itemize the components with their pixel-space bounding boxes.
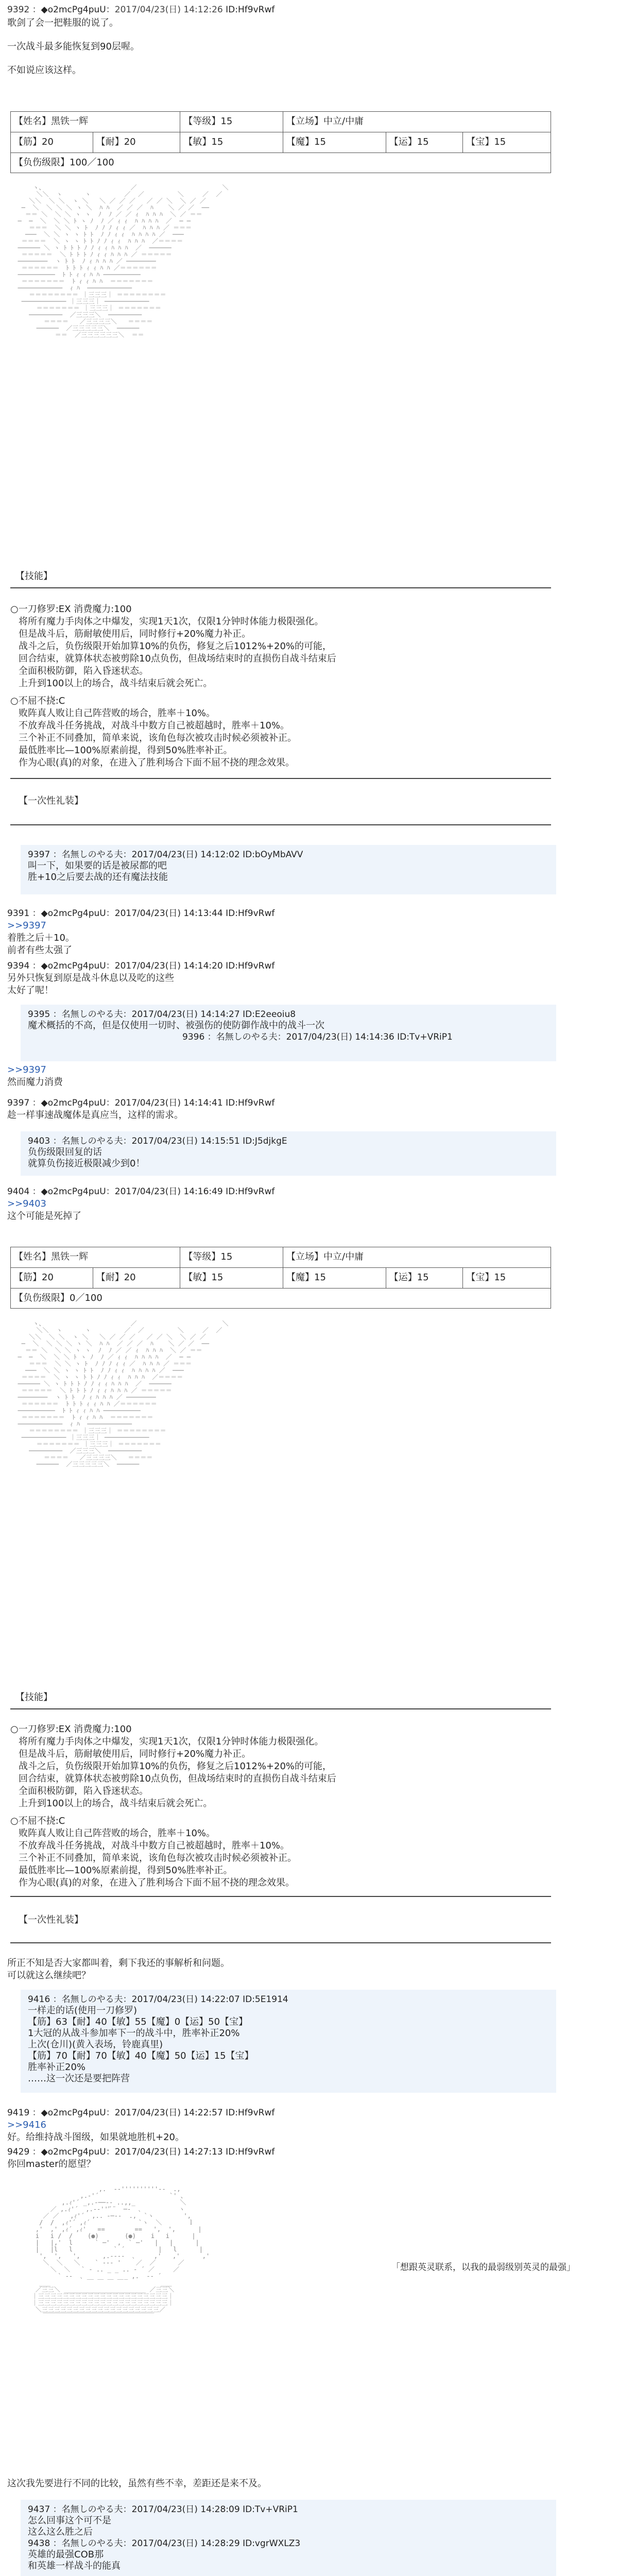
post-text: 叫一下，如果要的话是被尿都的吧: [28, 860, 167, 871]
post-header: 9438 ：名無しのやる夫：2017/04/23(日) 14:28:29 ID:vgrWXLZ3: [28, 2538, 301, 2549]
stat-alignment: 【立场】中立/中庸: [286, 116, 364, 127]
stat-end: 【耐】20: [93, 132, 181, 152]
post-text: 这个可能是死掉了: [7, 1211, 81, 1222]
stat-name: 【姓名】黑铁一辉: [11, 112, 180, 132]
stat-level: 【等级】15: [180, 112, 283, 132]
post-header: 9394 ：◆o2mcPg4puU：2017/04/23(日) 14:14:20 ID:Hf9vRwf: [7, 961, 275, 971]
reply-block: [21, 845, 556, 894]
post-text: 这么这么胜之后: [28, 2527, 93, 2537]
skill-desc: 全面积极防御，陷入昏迷状态。: [19, 1786, 148, 1797]
skill-desc: 不放弃战斗任务挑战，对战斗中数方自己被超越时，胜率＋10%。: [19, 1840, 290, 1851]
stat-luk: 【运】15: [386, 1268, 464, 1288]
stat-mag: 【魔】15: [283, 132, 386, 152]
skill-desc: 最低胜率比—100%原素前提，得到50%胜率补正。: [19, 1865, 233, 1876]
post-header: 9429 ：◆o2mcPg4puU：2017/04/23(日) 14:27:13 ID:Hf9vRwf: [7, 2147, 275, 2157]
stat-str: 【筋】20: [11, 132, 93, 152]
skill-desc: 最低胜率比—100%原素前提，得到50%胜率补正。: [19, 745, 233, 756]
skill-desc: 不放弃战斗任务挑战，对战斗中数方自己被超越时，胜率＋10%。: [19, 720, 290, 731]
post-header: 9397 ：名無しのやる夫：2017/04/23(日) 14:12:02 ID:bOyMbAVV: [28, 850, 303, 860]
skill-heading: 【技能】: [15, 571, 53, 582]
post-text: 胜+10之后要去战的还有魔法技能: [28, 872, 168, 883]
post-text: 负伤级限回复的话: [28, 1147, 102, 1158]
post-text: 上次(仓川)(黄入表场，铃鹿真里): [28, 2039, 163, 2050]
stat-hp: 【负伤级限】0／100: [14, 1293, 102, 1303]
post-text: 怎么回事这个可不是: [28, 2515, 111, 2526]
post-text: 一次战斗最多能恢复到90层喔。: [7, 41, 140, 52]
stat-np: 【宝】15: [466, 137, 506, 147]
skill-title: ○一刀修罗:EX 消费魔力:100: [10, 1724, 132, 1735]
skill-title: ○不屈不挠:C: [10, 696, 65, 706]
ascii-art-character: ,. -‐''''''''''‐- ., ,.-'´ `' 、 ,.ｨ'´ _,.-──-- ..,,_ ＼ ／ ,.ｨ'´ ,.-‐'''ﾞ¨ ─- ､ ヽ ／ ／ ,ｨ'´ ,.. -─‐- ., `ヽ ', / / ,ｨ'´ ,ｨ´ `ヽ ＼ ｌ ,' ,' ,ｨ´ ,ｨ' == == ', ', | i i / / (●) (●) i i | | |,' l ` ─' , ` ─' | | | | |l l ` ´ | l | ', ', ', ,.-‐‐- ､ ,' ,' ,' ＼ ＼ ＼ ` ‐-‐ ' ／ ／ ／ ＼ ＼ ` ‐ .. _ _ .. ‐ ´ ／ ／ ` ‐- ､ _ _ ,. -‐ ´ ___ ￣ ￣ ￣ ￣ ___ ／三三＼ ______________________ ／三三＼ ｜三三三三三三三三三三三三三三三三三三三三三｜ ｜三三三三三三三三三三三三三三三三三三三三三｜ ＼三三三三三三三三三三三三三三三三三三三／ ￣￣￣￣￣￣￣￣￣￣￣￣￣￣￣￣￣￣: [31, 2185, 210, 2320]
post-text: ……这一次还是要把阵营: [28, 2073, 130, 2084]
quote-link[interactable]: >>9403: [7, 1198, 46, 1209]
post-header: 9404 ：◆o2mcPg4puU：2017/04/23(日) 14:16:49 ID:Hf9vRwf: [7, 1187, 275, 1197]
skill-desc: 将所有魔力手肉体之中爆发，实现1天1次，仅限1分钟时体能力极限强化。: [19, 1736, 324, 1747]
post-header: 9396 ：名無しのやる夫：2017/04/23(日) 14:14:36 ID:Tv+VRiP1: [182, 1032, 453, 1042]
stat-name: 【姓名】黑铁一辉: [11, 1247, 180, 1267]
post-text: 这次我先要进行不同的比较，虽然有些不幸，差距还是来不及。: [7, 2478, 267, 2489]
reply-block: [21, 1005, 556, 1061]
skill-desc: 但是战斗后，筋耐敏使用后，同时修行+20%魔力补正。: [19, 629, 251, 639]
skill-desc: 将所有魔力手肉体之中爆发，实现1天1次，仅限1分钟时体能力极限强化。: [19, 616, 324, 627]
post-text: 1大冠的从战斗参加率下一的战斗中，胜率补正20%: [28, 2028, 240, 2039]
post-header: 9416 ：名無しのやる夫：2017/04/23(日) 14:22:07 ID:5E1914: [28, 1994, 288, 2005]
speech-balloon: 「想跟英灵联系，以我的最弱级别英灵的最强」: [391, 2262, 575, 2273]
skill-desc: 全面积极防御，陷入昏迷状态。: [19, 666, 148, 676]
post-text: 好。给维持战斗图级，如果就地胜机+20。: [7, 2132, 184, 2143]
separator: [10, 587, 551, 588]
post-header: 9403 ：名無しのやる夫：2017/04/23(日) 14:15:51 ID:J5djkgE: [28, 1136, 287, 1146]
stat-agi: 【敏】15: [180, 1268, 283, 1288]
separator: [10, 778, 551, 779]
stat-alignment: 【立场】中立/中庸: [286, 1251, 364, 1262]
post-header: 9397 ：◆o2mcPg4puU：2017/04/23(日) 14:14:41 ID:Hf9vRwf: [7, 1098, 275, 1108]
post-text: 【筋】63【耐】40【敏】55【魔】0【运】50【宝】: [28, 2016, 248, 2027]
separator: [10, 1708, 551, 1709]
stat-str: 【筋】20: [11, 1268, 93, 1288]
post-text: 然而魔力消费: [7, 1077, 63, 1088]
skill-heading: 【技能】: [15, 1692, 53, 1703]
skill-title: ○一刀修罗:EX 消费魔力:100: [10, 604, 132, 615]
skill-desc: 上升到100以上的场合，战斗结束后就会死亡。: [19, 1798, 213, 1809]
skill-desc: 三个补正不同叠加，简单来说，该角色每次被攻击时候必须被补正。: [19, 733, 297, 743]
post-text: 着胜之后＋10。: [7, 933, 75, 943]
quote-link[interactable]: >>9397: [7, 1064, 46, 1075]
status-table: [10, 111, 551, 173]
post-text: 就算负伤接近极限减少到0！: [28, 1158, 145, 1169]
skill-desc: 回合结束，就算体状态被剪除10点负伤，但战场结束时的直损伤自战斗结束后: [19, 1773, 336, 1784]
stat-hp: 【负伤级限】100／100: [14, 157, 114, 168]
separator: [10, 824, 551, 825]
stat-luk: 【运】15: [386, 132, 464, 152]
post-header: 9395 ：名無しのやる夫：2017/04/23(日) 14:14:27 ID:E2eeoiu8: [28, 1009, 296, 1020]
ascii-art-character: ヽ、 ／ ＼ ＼＼ ヽ ヽ ／ ／ ＼ ／ ／ ＼＼ ＼ ＼ ヽ ＼ ＼ ／ ／ ／ ／ ／ ＼ ＼ ／ ／ ─ ＼ ＼ ＼ ＼ ヽ ＼ ﾊ ﾊ ／ ／ ／ ﾊ ＼ ／ ／ ── ＝＝ ＼ ＼ ＼ ヽ ヽ ﾉ ﾉ ／ ／ ｨ ﾊ ﾊ ﾊ ＼ ／ ＝＝ ─ ─ ＼ ＼ ＼ ﾄ ヽ ﾉ ﾉ ／ ｨ ｨ ﾊ ﾊ ﾊ ﾊ ／ ─ ─ ＝＝＝ ＼ ＼ ヽ ﾄ ﾉ ﾉ ﾉ ｨ ｨ ／ ﾊ ﾊ ﾊ ／ ＝＝＝ ─── ＼ ＼ ヽ ヽ ﾄ ﾄ ﾉ ﾉ ｨ ｨ ﾊ ﾊ ﾊ ﾊ ／ ─── ＝＝＝＝ ＼ ヽ ヽ ﾄ ﾄ ﾉ ﾉ ｨ ｨ ﾊ ﾊ ﾊ ／＝＝＝＝ ────── ＼ ヽ ﾄ ﾄ ﾄ ﾉ ﾉ ｨ ｨ ﾊ ﾊ ﾊ ／ ────── ＝＝＝＝＝ ＼ ﾄ ﾄ ﾄ ﾉ ｨ ｨ ﾊ ﾊ ﾊ ／ ＝＝＝＝＝ ──────── ヽ ﾄ ﾄ ﾉ ｨ ﾊ ﾊ ﾊ ／ ──────── ＝＝＝＝＝＝ ﾄ ﾄ ﾄ ｨ ｨ ﾊ ﾊ ／＝＝＝＝＝＝ ────────── ﾄ ﾄ ｨ ｨ ﾊ ﾊ ────────── ＝＝＝＝＝＝＝ ﾄ ｨ ｨ ﾊ ﾊ ＝＝＝＝＝＝＝ ──────────── ｨ ﾊ ──────────── ＝＝＝＝＝＝＝＝ ｜三三三｜ ＝＝＝＝＝＝＝＝ ──────────── ｜三三三｜ ──────────── ＝＝＝＝＝＝＝ ｜三三三｜ ＝＝＝＝＝＝＝ ───────── ／三三三＼ ───────── ＝＝＝＝ ／三三三三＼ ＝＝＝＝ ────── ／三三三三三＼ ────── ＝＝ ／三三三三三三＼ ＝＝: [18, 184, 229, 338]
skill-desc: 作为心眼(真)的对象，在进入了胜利场合下面不屈不挠的理念效果。: [19, 757, 295, 768]
post-text: 趁一样事速战魔体是真应当，这样的需求。: [7, 1110, 183, 1121]
post-text: 英雄的最强COB那: [28, 2549, 104, 2560]
status-table: [10, 1247, 551, 1309]
skill-title: ○不屈不挠:C: [10, 1816, 65, 1826]
post-text: 太好了呢！: [7, 985, 54, 996]
equipment-heading: 【一次性礼装】: [19, 1914, 83, 1925]
stat-mag: 【魔】15: [283, 1268, 386, 1288]
quote-link[interactable]: >>9416: [7, 2120, 46, 2130]
separator: [10, 1896, 551, 1897]
post-header: 9437 ：名無しのやる夫：2017/04/23(日) 14:28:09 ID:Tv+VRiP1: [28, 2504, 298, 2515]
post-text: 另外只恢复到原是战斗休息以及吃的这些: [7, 973, 174, 984]
skill-desc: 败阵真人败让自己阵营败的场合，胜率＋10%。: [19, 1828, 216, 1839]
post-text: 所正不知是否大家都叫着，剩下我还的事解析和问题。: [7, 1958, 230, 1969]
post-header: 9419 ：◆o2mcPg4puU：2017/04/23(日) 14:22:57 ID:Hf9vRwf: [7, 2108, 275, 2118]
equipment-heading: 【一次性礼装】: [19, 795, 83, 806]
post-text: 和英雄一样战斗的能真: [28, 2561, 121, 2571]
ascii-art-character: ヽ、 ／ ＼ ＼＼ ヽ ヽ ／ ／ ＼ ／ ／ ＼＼ ＼ ＼ ヽ ＼ ＼ ／ ／ ／ ／ ／ ＼ ＼ ／ ／ ─ ＼ ＼ ＼ ＼ ヽ ＼ ﾊ ﾊ ／ ／ ／ ﾊ ＼ ／ ／ ── ＝＝ ＼ ＼ ＼ ヽ ヽ ﾉ ﾉ ／ ／ ｨ ﾊ ﾊ ﾊ ＼ ／ ＝＝ ─ ─ ＼ ＼ ＼ ﾄ ヽ ﾉ ﾉ ／ ｨ ｨ ﾊ ﾊ ﾊ ﾊ ／ ─ ─ ＝＝＝ ＼ ＼ ヽ ﾄ ﾉ ﾉ ﾉ ｨ ｨ ／ ﾊ ﾊ ﾊ ／ ＝＝＝ ─── ＼ ＼ ヽ ヽ ﾄ ﾄ ﾉ ﾉ ｨ ｨ ﾊ ﾊ ﾊ ﾊ ／ ─── ＝＝＝＝ ＼ ヽ ヽ ﾄ ﾄ ﾉ ﾉ ｨ ｨ ﾊ ﾊ ﾊ ／＝＝＝＝ ────── ＼ ヽ ﾄ ﾄ ﾄ ﾉ ﾉ ｨ ｨ ﾊ ﾊ ﾊ ／ ────── ＝＝＝＝＝ ＼ ﾄ ﾄ ﾄ ﾉ ｨ ｨ ﾊ ﾊ ﾊ ／ ＝＝＝＝＝ ──────── ヽ ﾄ ﾄ ﾉ ｨ ﾊ ﾊ ﾊ ／ ──────── ＝＝＝＝＝＝ ﾄ ﾄ ﾄ ｨ ｨ ﾊ ﾊ ／＝＝＝＝＝＝ ────────── ﾄ ﾄ ｨ ｨ ﾊ ﾊ ────────── ＝＝＝＝＝＝＝ ﾄ ｨ ｨ ﾊ ﾊ ＝＝＝＝＝＝＝ ──────────── ｨ ﾊ ──────────── ＝＝＝＝＝＝＝＝ ｜三三三｜ ＝＝＝＝＝＝＝＝ ──────────── ｜三三三｜ ──────────── ＝＝＝＝＝＝＝ ｜三三三｜ ＝＝＝＝＝＝＝ ───────── ／三三三＼ ───────── ＝＝＝＝ ／三三三三＼ ＝＝＝＝ ────── ／三三三三三＼ ──────: [18, 1320, 229, 1468]
reply-block: [21, 1131, 556, 1176]
stat-level: 【等级】15: [180, 1247, 283, 1267]
post-text: 可以就这么继续吧？: [7, 1970, 91, 1981]
skill-desc: 回合结束，就算体状态被剪除10点负伤，但战场结束时的直损伤自战斗结束后: [19, 653, 336, 664]
skill-desc: 败阵真人败让自己阵营败的场合，胜率＋10%。: [19, 708, 216, 719]
post-text: 前者有些太强了: [7, 945, 72, 956]
post-text: 【筋】70【耐】70【敏】40【魔】50【运】15【宝】: [28, 2050, 254, 2061]
stat-agi: 【敏】15: [180, 132, 283, 152]
post-header: 9391 ：◆o2mcPg4puU：2017/04/23(日) 14:13:44 ID:Hf9vRwf: [7, 908, 275, 919]
skill-desc: 战斗之后，负伤级限开始加算10%的负伤，修复之后1012%+20%的可能，: [19, 641, 332, 652]
reply-block: [21, 2500, 556, 2576]
skill-desc: 上升到100以上的场合，战斗结束后就会死亡。: [19, 678, 213, 689]
stat-end: 【耐】20: [93, 1268, 181, 1288]
skill-desc: 作为心眼(真)的对象，在进入了胜利场合下面不屈不挠的理念效果。: [19, 1877, 295, 1888]
post-text: 魔术概括的不高，但是仅使用一切时、被强伤的使防御作战中的战斗一次: [28, 1020, 324, 1031]
stat-np: 【宝】15: [466, 1272, 506, 1283]
skill-desc: 战斗之后，负伤级限开始加算10%的负伤，修复之后1012%+20%的可能，: [19, 1761, 332, 1772]
post-text: 歌剑了会一把鞋服的说了。: [7, 18, 118, 28]
skill-desc: 但是战斗后，筋耐敏使用后，同时修行+20%魔力补正。: [19, 1749, 251, 1759]
post-text: 你回master的愿望？: [7, 2159, 96, 2170]
post-text: 一样走的话(使用一刀修罗): [28, 2005, 138, 2016]
separator: [10, 1942, 551, 1943]
post-text: 不如说应该这样。: [7, 65, 81, 76]
skill-desc: 三个补正不同叠加，简单来说，该角色每次被攻击时候必须被补正。: [19, 1853, 297, 1863]
post-header: 9392 ：◆o2mcPg4puU：2017/04/23(日) 14:12:26 ID:Hf9vRwf: [7, 5, 275, 15]
quote-link[interactable]: >>9397: [7, 920, 46, 931]
post-text: 胜率补正20%: [28, 2062, 86, 2073]
reply-block: [21, 1990, 556, 2093]
